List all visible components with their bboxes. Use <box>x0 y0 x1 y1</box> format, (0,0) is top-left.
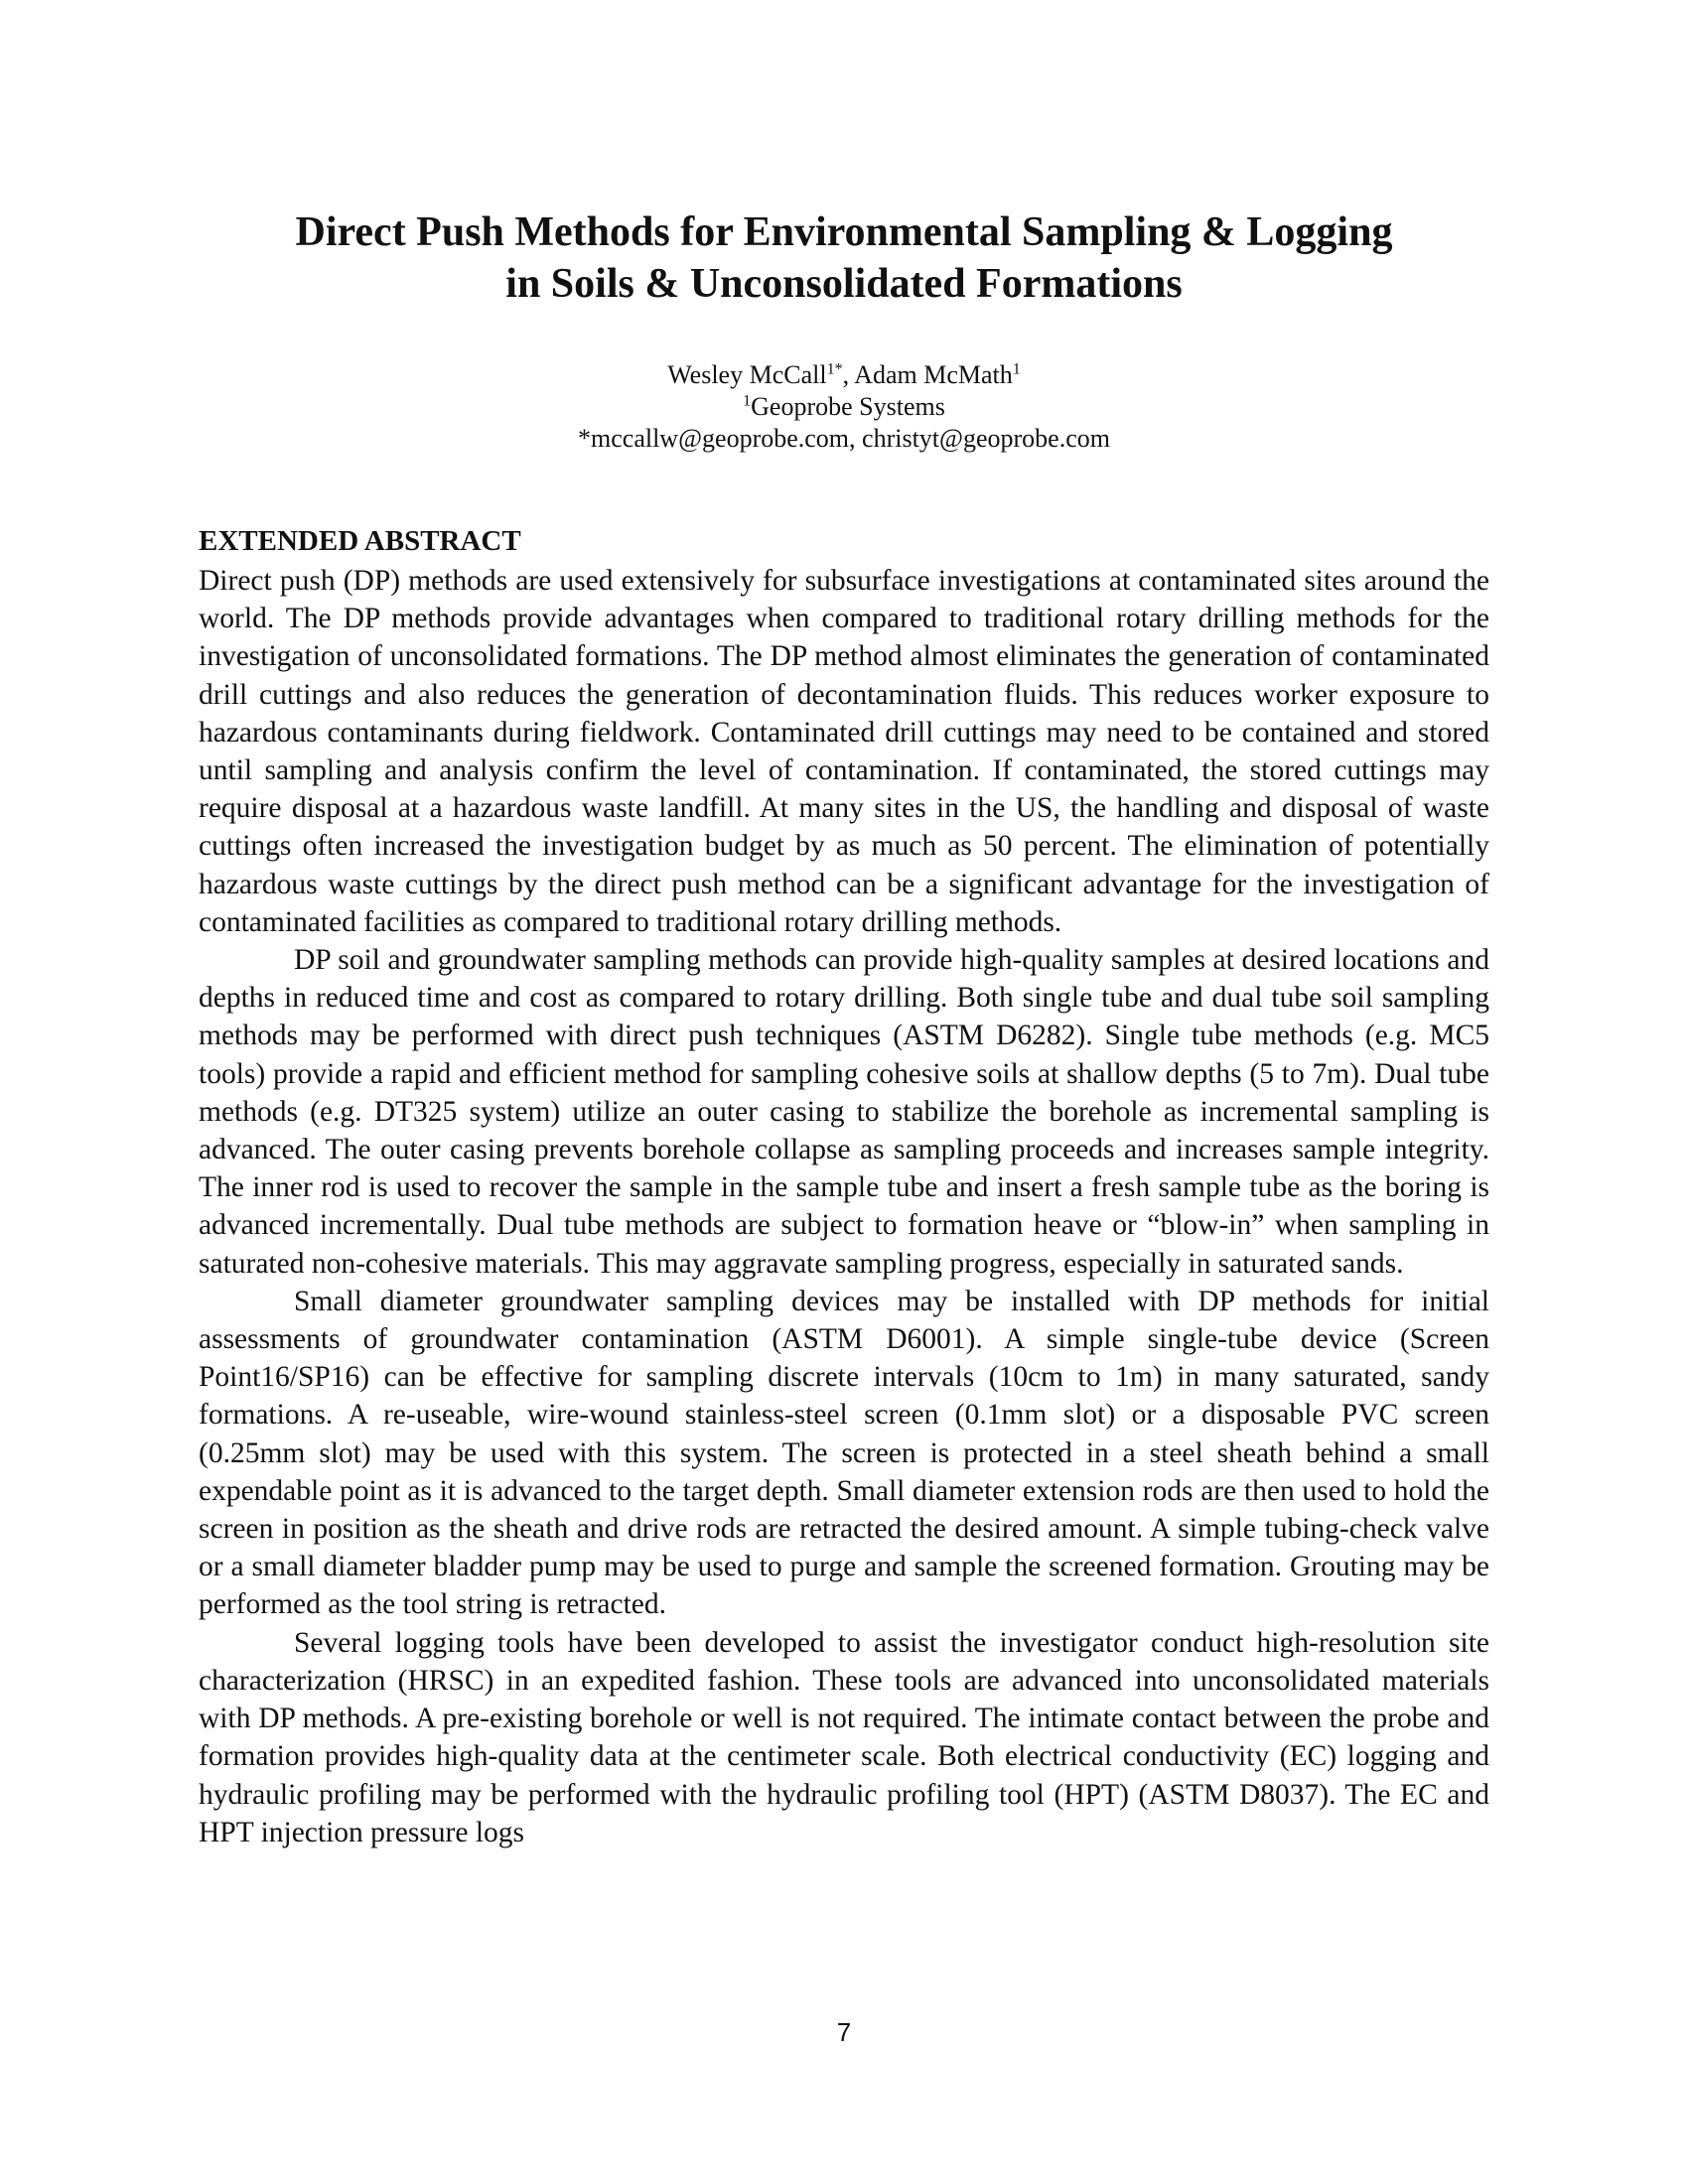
affiliation: Geoprobe Systems <box>751 392 945 421</box>
author-1-name: Wesley McCall <box>667 360 827 389</box>
author-block <box>199 359 1489 455</box>
title-line-1: Direct Push Methods for Environmental Sampling & Logging <box>295 209 1393 255</box>
page-number: 7 <box>836 2017 852 2047</box>
title-line-2: in Soils & Unconsolidated Formations <box>505 261 1183 307</box>
paragraph-2: DP soil and groundwater sampling methods can provide high-quality samples at desired locations and depths in reduced time and cost as compared to rotary drilling. Both single tube and dual tube soil sampling methods may be performed with direct push techniques (ASTM D6282). Single tube methods (e.g. MC5 tools) provide a rapid and efficient method for sampling cohesive soils at shallow depths (5 to 7m). Dual tube methods (e.g. DT325 system) utilize an outer casing to stabilize the borehole as incremental sampling is advanced. The outer casing prevents borehole collapse as sampling proceeds and increases sample integrity. The inner rod is used to recover the sample in the sample tube and insert a fresh sample tube as the boring is advanced incrementally. Dual tube methods are subject to formation heave or “blow-in” when sampling in saturated non-cohesive materials. This may aggravate sampling progress, especially in saturated sands. <box>199 944 1489 1280</box>
paragraph-1: Direct push (DP) methods are used extensively for subsurface investigations at contaminated sites around the world. The DP methods provide advantages when compared to traditional rotary drilling methods for the investigation of unconsolidated formations. The DP method almost eliminates the generation of contaminated drill cuttings and also reduces the generation of decontamination fluids. This reduces worker exposure to hazardous contaminants during fieldwork. Contaminated drill cuttings may need to be contained and stored until sampling and analysis confirm the level of contamination. If contaminated, the stored cuttings may require disposal at a hazardous waste landfill. At many sites in the US, the handling and disposal of waste cuttings often increased the investigation budget by as much as 50 percent. The elimination of potentially hazardous waste cuttings by the direct push method can be a significant advantage for the investigation of contaminated facilities as compared to traditional rotary drilling methods. <box>199 565 1489 938</box>
author-emails: *mccallw@geoprobe.com, christyt@geoprobe.com <box>578 424 1110 453</box>
affiliation-line <box>199 391 1489 423</box>
author-2-name: Adam McMath <box>854 360 1013 389</box>
affiliation-superscript: 1 <box>743 392 752 410</box>
author-line <box>199 359 1489 391</box>
section-heading: EXTENDED ABSTRACT <box>199 525 521 557</box>
author-separator: , <box>842 360 855 389</box>
author-1-superscript: 1* <box>826 360 843 378</box>
paragraph-4: Several logging tools have been developed to assist the investigator conduct high-resolution site characterization (HRSC) in an expedited fashion. These tools are advanced into unconsolidated materials with DP methods. A pre-existing borehole or well is not required. The intimate contact between the probe and formation provides high-quality data at the centimeter scale. Both electrical conductivity (EC) logging and hydraulic profiling may be performed with the hydraulic profiling tool (HPT) (ASTM D8037). The EC and HPT injection pressure logs <box>199 1626 1489 1848</box>
paper-title <box>199 206 1489 310</box>
paragraph-3: Small diameter groundwater sampling devices may be installed with DP methods for initial assessments of groundwater contamination (ASTM D6001). A simple single-tube device (Screen Point16/SP16) can be effective for sampling discrete intervals (10cm to 1m) in many saturated, sandy formations. A re-useable, wire-wound stainless-steel screen (0.1mm slot) or a disposable PVC screen (0.25mm slot) may be used with this system. The screen is protected in a steel sheath behind a small expendable point as it is advanced to the target depth. Small diameter extension rods are then used to hold the screen in position as the sheath and drive rods are retracted the desired amount. A simple tubing-check valve or a small diameter bladder pump may be used to purge and sample the screened formation. Grouting may be performed as the tool string is retracted. <box>199 1285 1489 1621</box>
author-2-superscript: 1 <box>1012 360 1021 378</box>
abstract-body <box>199 562 1489 1851</box>
